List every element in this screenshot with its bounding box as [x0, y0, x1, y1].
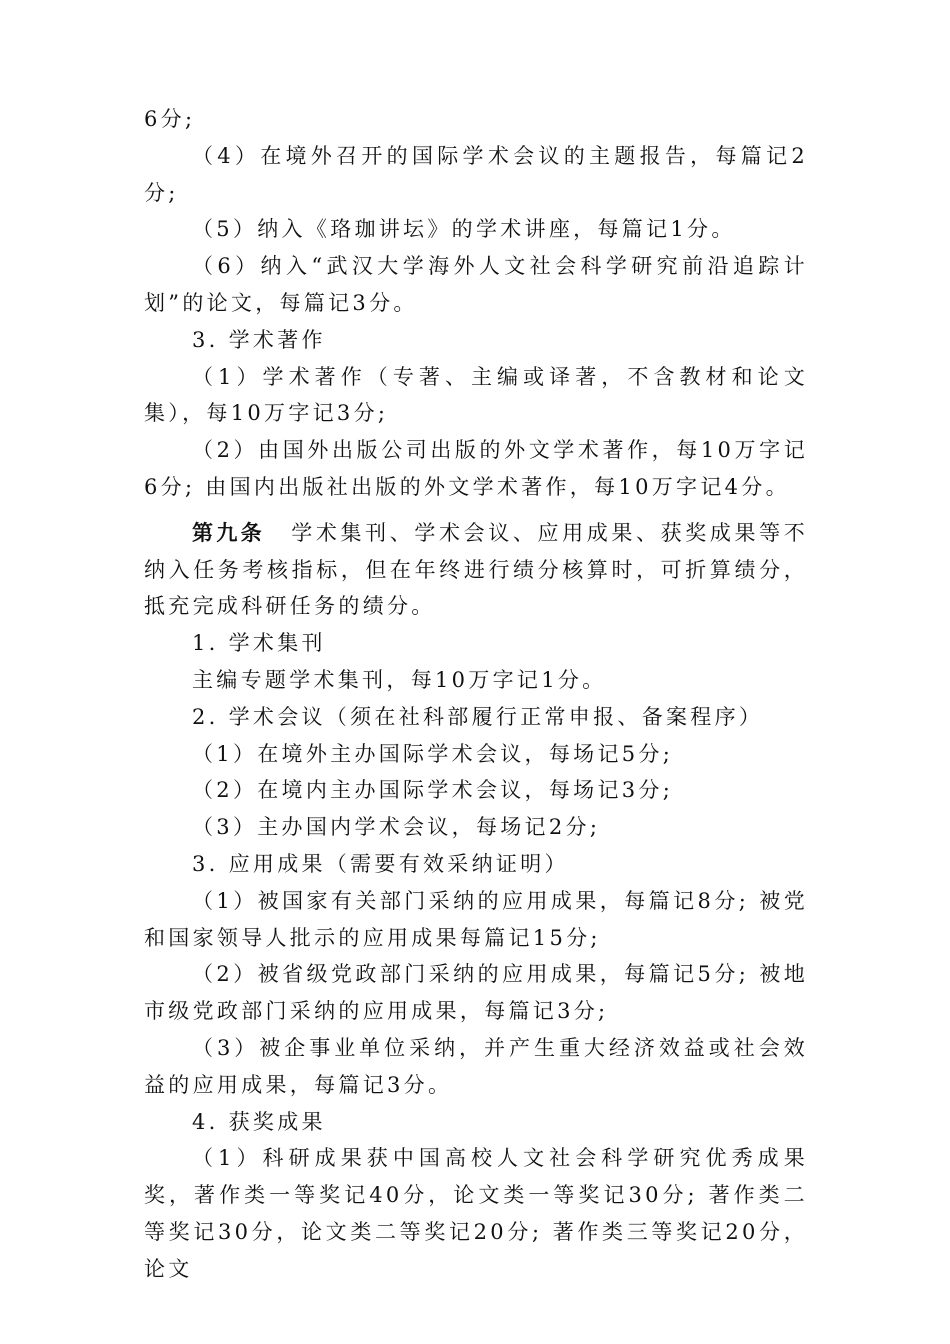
paragraph-applied-item-1: （1）被国家有关部门采纳的应用成果，每篇记8分; 被党和国家领导人批示的应用成果每篇记15分; [144, 888, 808, 950]
paragraph-item-5-lecture: （5）纳入《珞珈讲坛》的学术讲座，每篇记1分。 [192, 217, 736, 242]
paragraph-item-4-keynote: （4）在境外召开的国际学术会议的主题报告，每篇记2分; [144, 143, 808, 205]
section-heading-conference: 2. 学术会议（须在社科部履行正常申报、备案程序） [192, 704, 764, 729]
paragraph-conference-item-3: （3）主办国内学术会议，每场记2分; [192, 815, 601, 840]
article-label: 第九条 [192, 519, 265, 545]
paragraph-awards-item-1: （1）科研成果获中国高校人文社会科学研究优秀成果奖，著作类一等奖记40分，论文类一等奖记30分; 著作类二等奖记30分，论文类二等奖记20分; 著作类三等奖记20分，论文 [144, 1146, 808, 1281]
article-nine [144, 515, 808, 625]
paragraph-continuation: 6分; [144, 107, 196, 131]
article-text: 学术集刊、学术会议、应用成果、获奖成果等不纳入任务考核指标，但在年终进行绩分核算时，可折算绩分，抵充完成科研任务的绩分。 [144, 520, 808, 619]
paragraph-works-item-1: （1）学术著作（专著、主编或译著，不含教材和论文集），每10万字记3分; [144, 364, 808, 426]
paragraph-applied-item-3: （3）被企事业单位采纳，并产生重大经济效益或社会效益的应用成果，每篇记3分。 [144, 1035, 808, 1097]
paragraph-conference-item-2: （2）在境内主办国际学术会议，每场记3分; [192, 778, 674, 803]
paragraph-conference-item-1: （1）在境外主办国际学术会议，每场记5分; [192, 741, 674, 766]
document-body [144, 101, 808, 1288]
paragraph-works-item-2: （2）由国外出版公司出版的外文学术著作，每10万字记6分; 由国内出版社出版的外文学术著作，每10万字记4分。 [144, 438, 808, 499]
section-heading-applied-results: 3. 应用成果（需要有效采纳证明） [192, 851, 569, 876]
paragraph-item-6-frontier-plan: （6）纳入“武汉大学海外人文社会科学研究前沿追踪计划”的论文，每篇记3分。 [144, 254, 808, 315]
section-heading-awards: 4. 获奖成果 [192, 1109, 326, 1134]
paragraph-journal-item: 主编专题学术集刊，每10万字记1分。 [192, 667, 607, 692]
section-heading-academic-works: 3. 学术著作 [192, 327, 326, 352]
paragraph-applied-item-2: （2）被省级党政部门采纳的应用成果，每篇记5分; 被地市级党政部门采纳的应用成果，每篇记3分; [144, 962, 808, 1024]
section-heading-journal: 1. 学术集刊 [192, 631, 326, 656]
